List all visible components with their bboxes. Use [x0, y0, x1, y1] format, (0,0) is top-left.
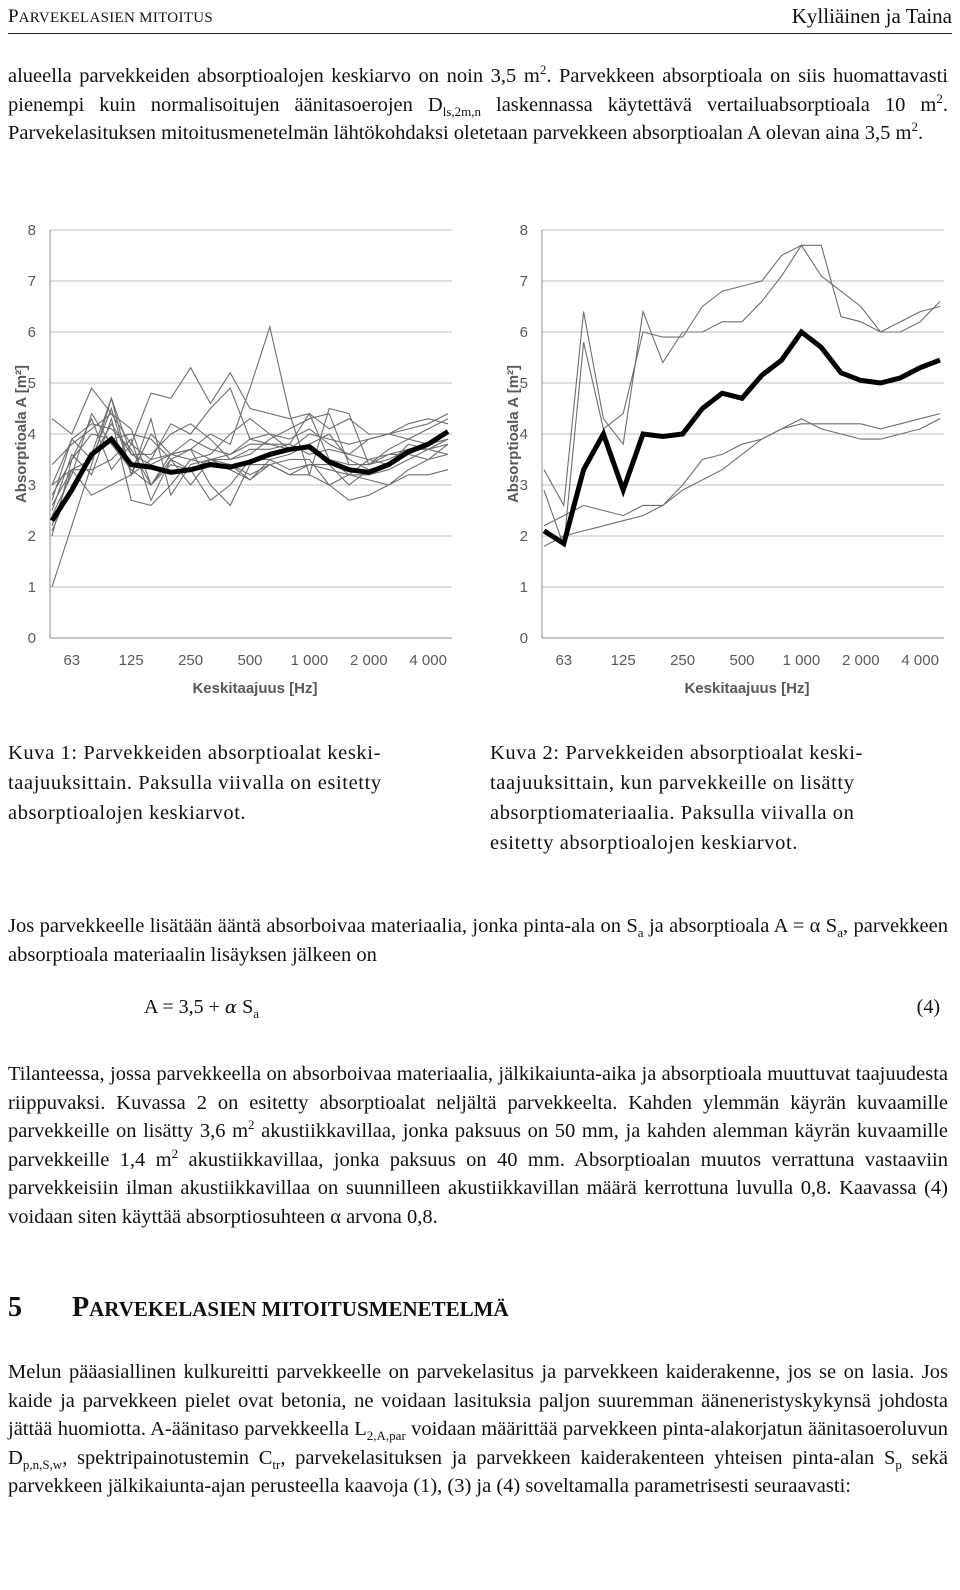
y-tick-label: 1	[27, 579, 36, 596]
paragraph-method: Melun pääasiallinen kulkureitti parvekkeelle on parvekelasitus ja parvekkeen kaiderakenne, jos se on lasia. Jos kaide ja parvekkeen pielet ovat betonia, ne voidaan lasituksia paljon suuremman ääneneristyskykynsä johdosta jättää huomiotta. A-äänitaso parvekkeella $L_{2,A,par}$ voidaan määrittää parvekkeen pinta-alakorjatun äänitasoeroluvun $D_{p,n,S,w}$, spektripainotustemin $C_{tr}$, parvekelasituksen ja parvekkeen kaiderakenteen yhteisen pinta-alan $S_p$ sekä parvekkeen jälkikaiunta-ajan perusteella kaavoja (1), (3) ja (4) soveltamalla parametrisesti seuraavasti:	[8, 1361, 949, 1497]
x-tick-label: 500	[729, 652, 755, 669]
y-tick-label: 0	[519, 630, 528, 647]
equation-number: (4)	[916, 996, 940, 1018]
caption-line: esitetty absorptioalojen keskiarvot.	[490, 832, 798, 854]
y-tick-label: 2	[27, 528, 36, 545]
y-tick-label: 7	[519, 273, 528, 290]
equation-4: A = 3,5 + α $S_a$	[144, 996, 259, 1021]
header-authors: Kylliäinen ja Taina	[791, 4, 952, 28]
intro-paragraph: alueella parvekkeiden absorptioalojen keskiarvo on noin 3,5 $m^2$. Parvekkeen absorptioala on siis huomattavasti pienempi kuin normalisoitujen äänitasoerojen $D_{ls,2m,n}$ laskennassa käytettävä vertailuabsorptioala 10 $m^2$. Parvekelasituksen mitoitusmenetelmän lähtökohdaksi oletetaan parvekkeen absorptioalan A olevan aina 3,5 $m^2$.	[8, 62, 948, 144]
y-tick-label: 3	[27, 477, 36, 494]
chart-svg	[492, 210, 952, 700]
x-tick-label: 250	[670, 652, 696, 669]
header-title: PARVEKELASIEN MITOITUS	[8, 6, 213, 27]
x-tick-label: 63	[555, 652, 573, 669]
y-tick-label: 6	[27, 324, 36, 341]
x-tick-label: 1 000	[782, 652, 821, 669]
y-tick-label: 0	[27, 630, 36, 647]
caption-line: absorptioalojen keskiarvot.	[8, 802, 247, 824]
y-tick-label: 6	[519, 324, 528, 341]
x-tick-label: 4 000	[901, 652, 939, 669]
x-tick-label: 4 000	[409, 652, 447, 669]
figure-1-caption	[8, 738, 468, 828]
x-tick-label: 500	[237, 652, 263, 669]
paragraph-frequency-dependence: Tilanteessa, jossa parvekkeella on absorboivaa materiaalia, jälkikaiunta-aika ja absorptioala muuttuvat taajuudesta riippuvaksi. Kuvassa 2 on esitetty absorptioalat neljältä parvekkeelta. Kahden ylemmän käyrän kuvaamille parvekkeille on lisätty 3,6 $m^2$ akustiikkavillaa, jonka paksuus on 50 mm, ja kahden alemman käyrän kuvaamille parvekkeille 1,4 $m^2$ akustiikkavillaa, jonka paksuus on 40 mm. Absorptioalan muutos verrattuna vastaaviin parvekkeisiin ilman akustiikkavillaa on suunnilleen akustiikkavillan määrä kerrottuna luvulla 0,8. Kaavassa (4) voidaan siten käyttää absorptiosuhteen α arvona 0,8.	[8, 1063, 949, 1228]
y-tick-label: 5	[27, 375, 36, 392]
y-axis-title: Absorptioala A [m²]	[13, 364, 30, 504]
series-line	[544, 245, 940, 505]
x-tick-label: 63	[63, 652, 81, 669]
chart-svg	[0, 210, 460, 700]
x-tick-label: 250	[178, 652, 204, 669]
y-tick-label: 1	[519, 579, 528, 596]
paragraph-absorption-material: Jos parvekkeelle lisätään ääntä absorboivaa materiaalia, jonka pinta-ala on $S_a$ ja absorptioala A = α $S_a$, parvekkeen absorptioala materiaalin lisäyksen jälkeen on	[8, 915, 948, 966]
series-line	[52, 327, 448, 536]
x-tick-label: 125	[118, 652, 144, 669]
caption-line: Kuva 1: Parvekkeiden absorptioalat keski-	[8, 742, 381, 764]
caption-line: Kuva 2: Parvekkeiden absorptioalat keski-	[490, 742, 863, 764]
caption-line: absorptiomateriaalia. Paksulla viivalla on	[490, 802, 855, 824]
y-axis-title: Absorptioala A [m²]	[505, 364, 522, 504]
x-tick-label: 125	[610, 652, 636, 669]
x-tick-label: 2 000	[350, 652, 388, 669]
y-tick-label: 8	[519, 222, 528, 239]
figure-1-chart	[0, 210, 460, 700]
y-tick-label: 3	[519, 477, 528, 494]
figure-2-chart	[492, 210, 952, 700]
x-tick-label: 2 000	[842, 652, 880, 669]
mean-series-line	[544, 332, 940, 544]
y-tick-label: 4	[519, 426, 528, 443]
x-axis-title: Keskitaajuus [Hz]	[192, 680, 318, 697]
y-tick-label: 5	[519, 375, 528, 392]
figure-2-caption	[490, 738, 950, 858]
running-header	[8, 0, 952, 34]
y-tick-label: 2	[519, 528, 528, 545]
caption-line: taajuuksittain, kun parvekkeille on lisätty	[490, 772, 855, 794]
y-tick-label: 4	[27, 426, 36, 443]
series-line	[52, 388, 448, 505]
y-tick-label: 7	[27, 273, 36, 290]
section-heading: 5 PARVEKELASIEN MITOITUSMENETELMÄ	[8, 1292, 509, 1323]
x-tick-label: 1 000	[290, 652, 329, 669]
series-line	[52, 398, 448, 587]
y-tick-label: 8	[27, 222, 36, 239]
caption-line: taajuuksittain. Paksulla viivalla on esitetty	[8, 772, 382, 794]
x-axis-title: Keskitaajuus [Hz]	[684, 680, 810, 697]
